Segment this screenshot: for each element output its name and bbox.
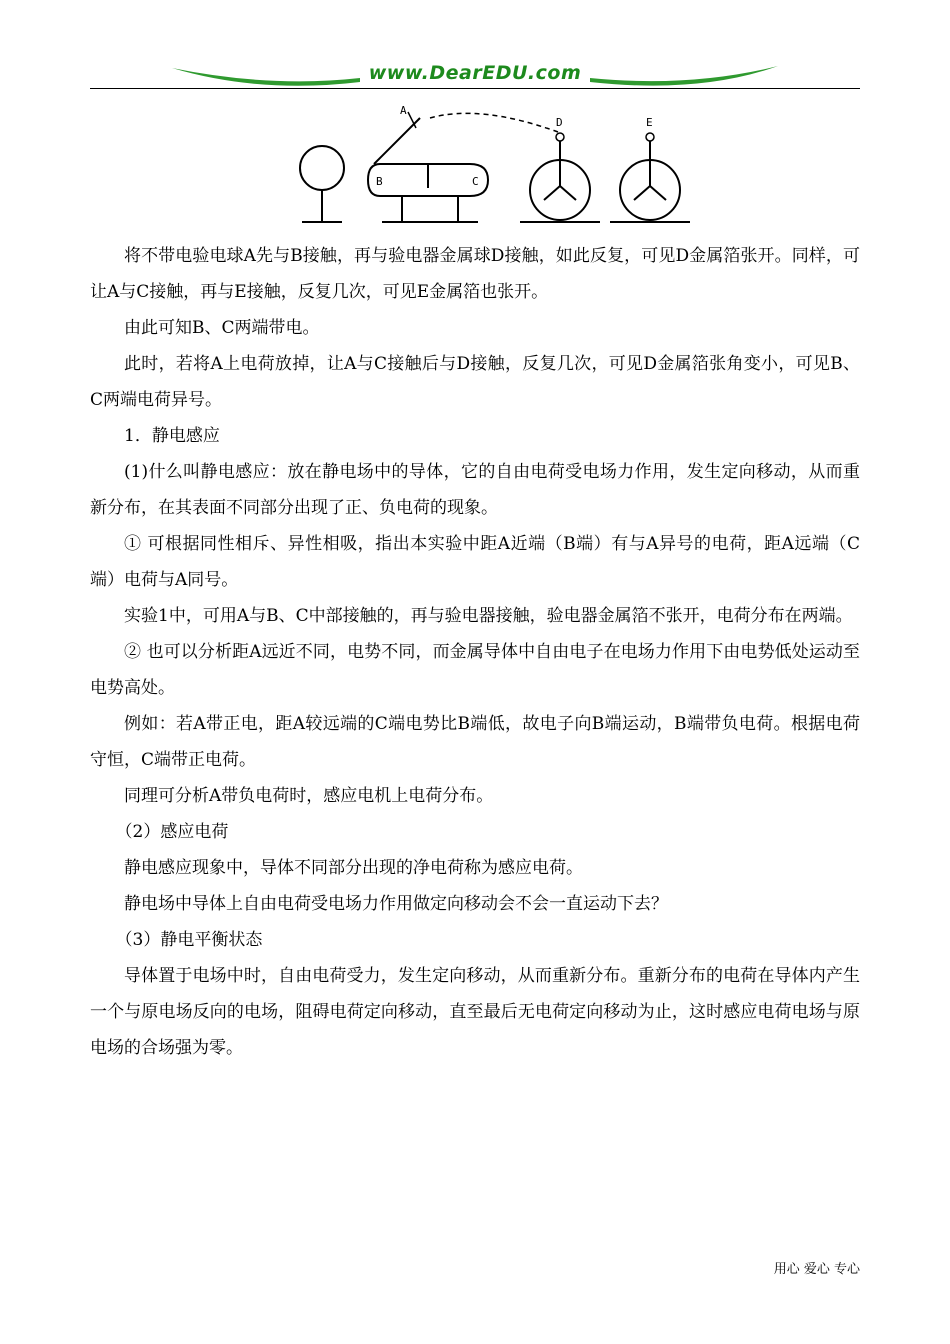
paragraph: 例如：若A带正电，距A较远端的C端电势比B端低，故电子向B端运动，B端带负电荷。根据电荷守恒，C端带正电荷。 bbox=[90, 714, 860, 770]
paragraph: (1)什么叫静电感应：放在静电场中的导体，它的自由电荷受电场力作用，发生定向移动，从而重新分布，在其表面不同部分出现了正、负电荷的现象。 bbox=[90, 462, 860, 518]
label-b: B bbox=[376, 175, 383, 188]
paragraph: 同理可分析A带负电荷时，感应电机上电荷分布。 bbox=[124, 786, 494, 806]
label-e: E bbox=[646, 116, 653, 129]
paragraph: ② 也可以分析距A远近不同，电势不同，而金属导体中自由电子在电场力作用下由电势低处运动至电势高处。 bbox=[90, 642, 860, 698]
header-divider bbox=[90, 88, 860, 89]
paragraph: 静电场中导体上自由电荷受电场力作用做定向移动会不会一直运动下去？ bbox=[124, 894, 668, 914]
subsection-heading: （2）感应电荷 bbox=[115, 822, 229, 842]
label-a: A bbox=[400, 104, 407, 117]
label-d: D bbox=[556, 116, 563, 129]
paragraph: 将不带电验电球A先与B接触，再与验电器金属球D接触，如此反复，可见D金属箔张开。同样，可让A与C接触，再与E接触，反复几次，可见E金属箔也张开。 bbox=[90, 246, 860, 302]
label-c: C bbox=[472, 175, 479, 188]
footer-slogan: 用心 爱心 专心 bbox=[773, 1262, 860, 1277]
section-heading: 1．静电感应 bbox=[124, 426, 220, 446]
lesson-text bbox=[90, 238, 860, 1066]
subsection-heading: （3）静电平衡状态 bbox=[115, 930, 263, 950]
paragraph: 实验1中，可用A与B、C中部接触的，再与验电器接触，验电器金属箔不张开，电荷分布在两端。 bbox=[124, 606, 853, 626]
paragraph: 静电感应现象中，导体不同部分出现的净电荷称为感应电荷。 bbox=[124, 858, 583, 878]
paragraph: 此时，若将A上电荷放掉，让A与C接触后与D接触，反复几次，可见D金属箔张角变小，可见B、C两端电荷异号。 bbox=[90, 354, 860, 410]
paragraph: 由此可知B、C两端带电。 bbox=[124, 318, 320, 338]
site-logo-text[interactable]: www.DearEDU.com bbox=[368, 62, 582, 84]
paragraph: 导体置于电场中时，自由电荷受力，发生定向移动，从而重新分布。重新分布的电荷在导体内产生一个与原电场反向的电场，阻碍电荷定向移动，直至最后无电荷定向移动为止，这时感应电荷电场与原电场的合场强为零。 bbox=[90, 966, 860, 1058]
paragraph: ① 可根据同性相斥、异性相吸，指出本实验中距A近端（B端）有与A异号的电荷，距A远端（C端）电荷与A同号。 bbox=[90, 534, 860, 590]
electroscope-diagram bbox=[290, 104, 653, 228]
